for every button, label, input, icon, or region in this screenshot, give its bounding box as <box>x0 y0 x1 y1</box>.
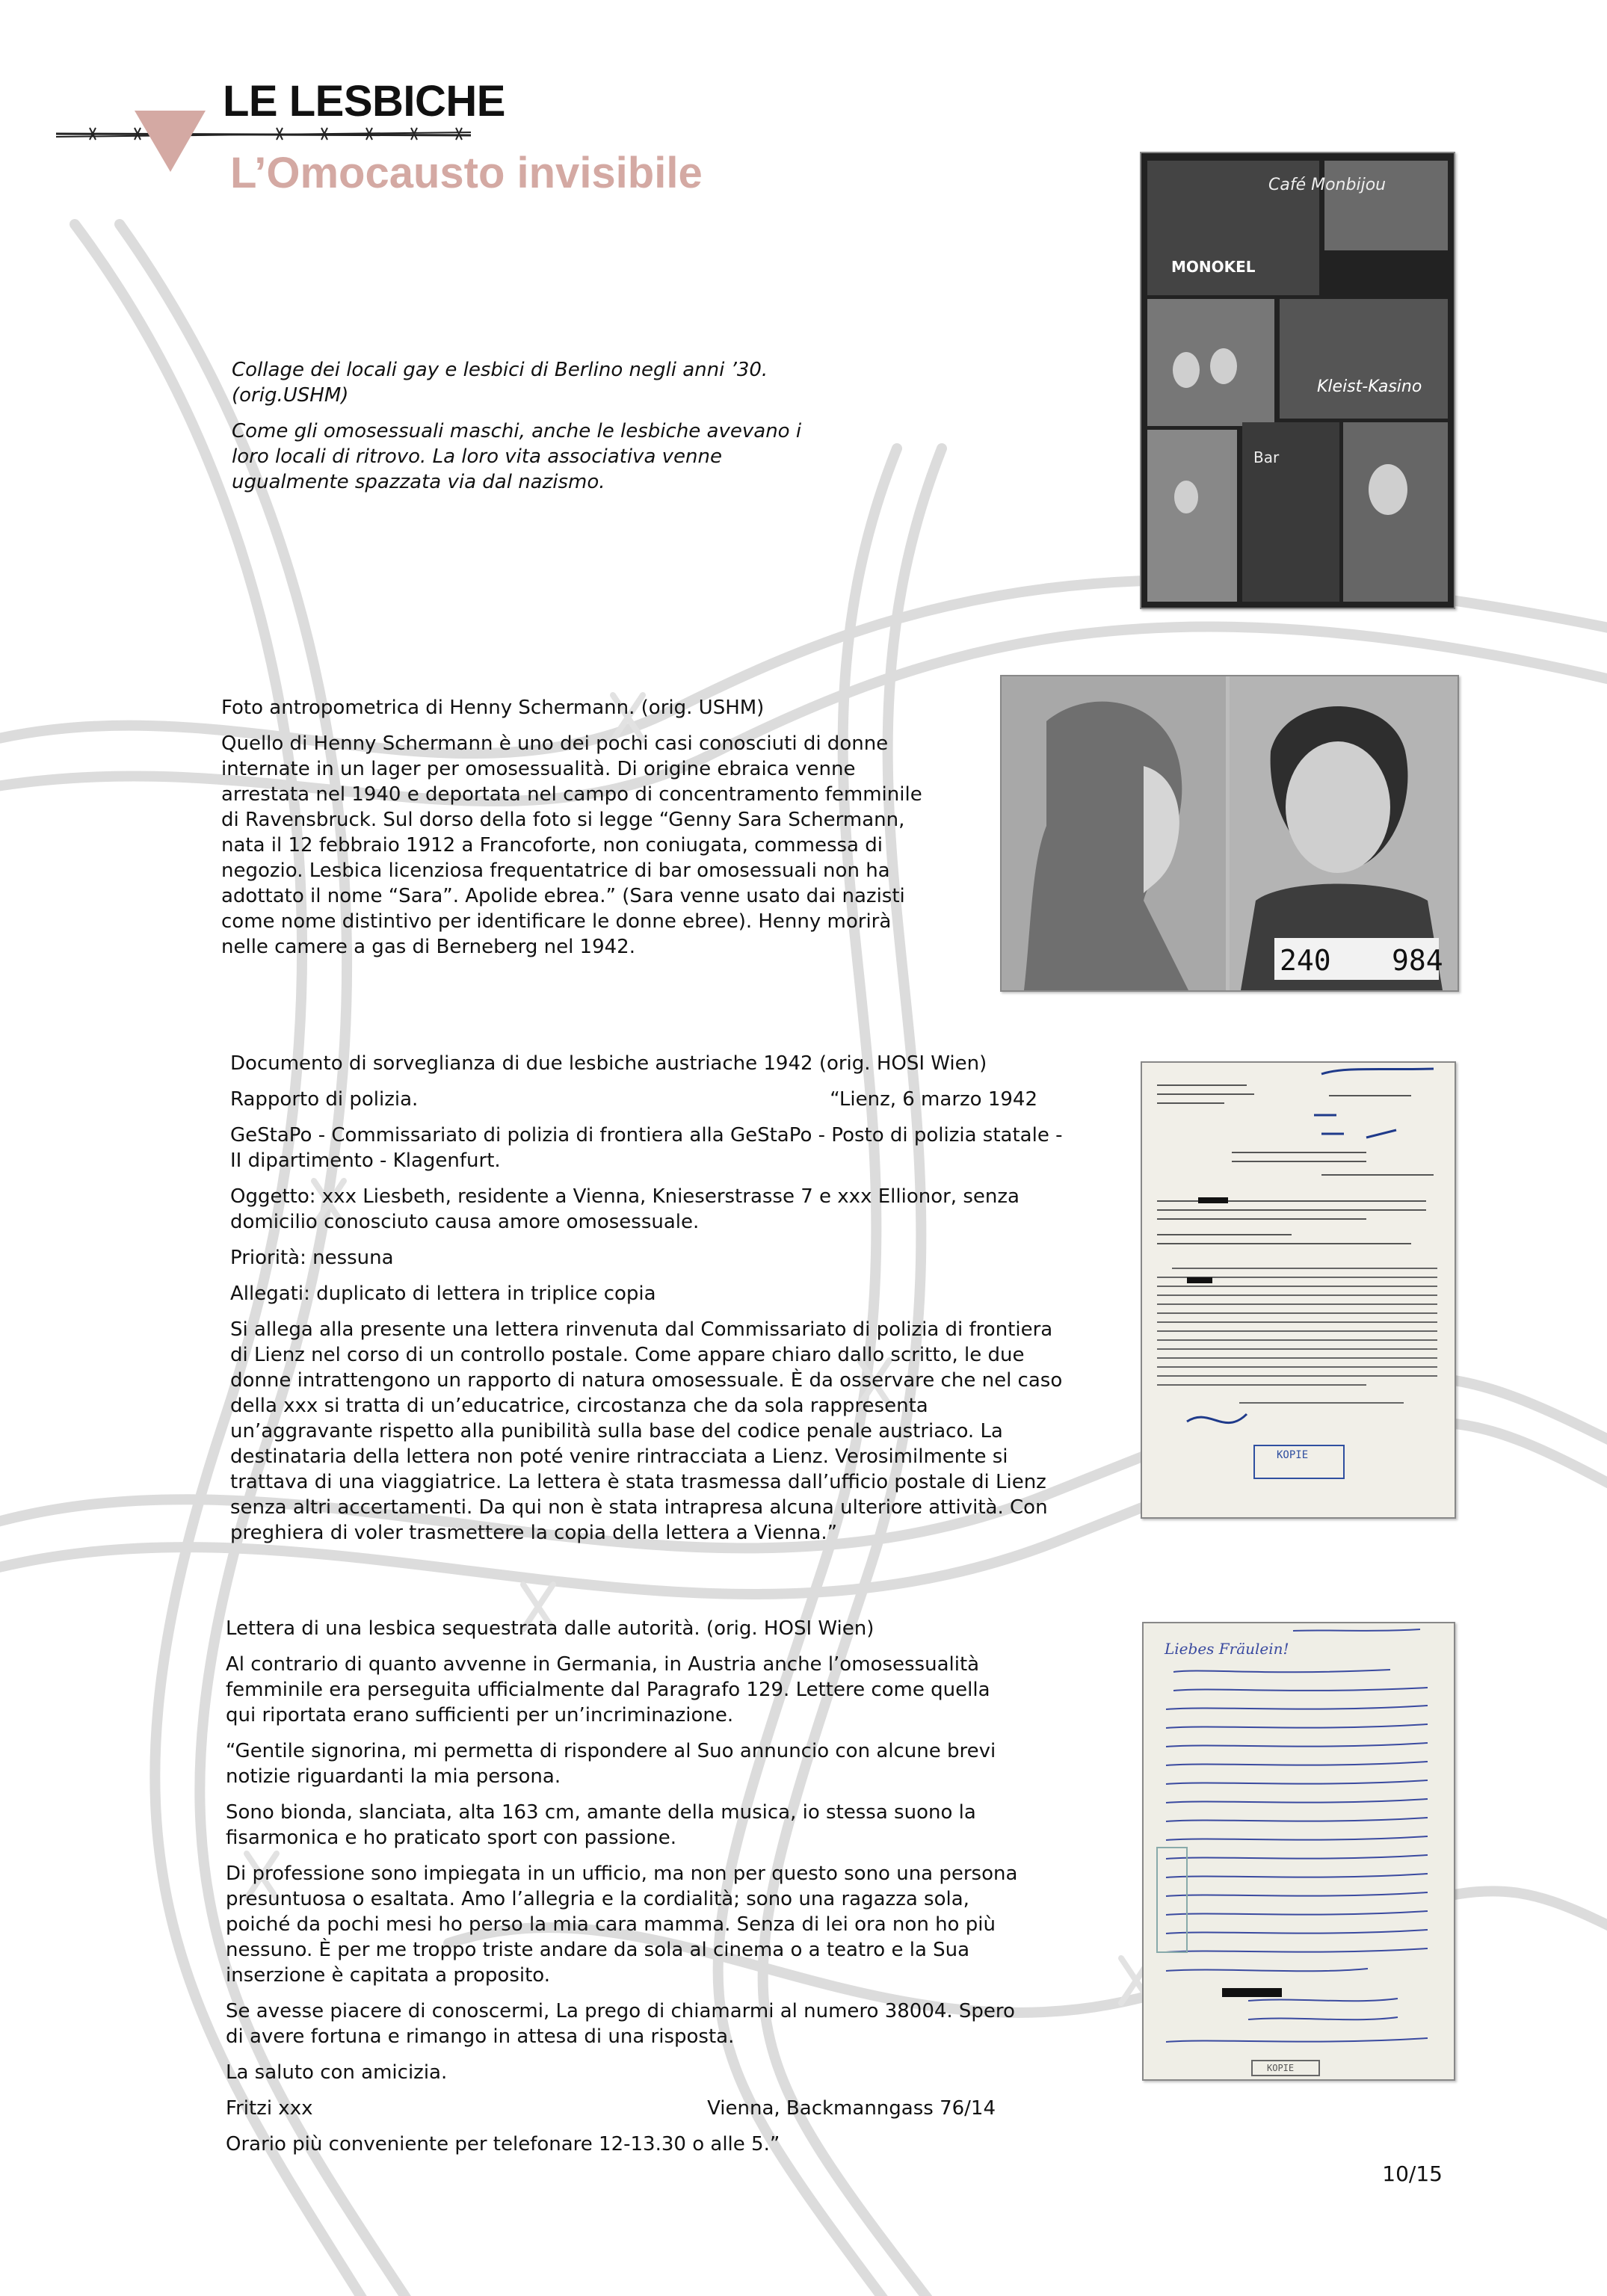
sign-monokel: MONOKEL <box>1171 258 1256 276</box>
mugshot-number-left: 240 <box>1280 944 1331 977</box>
page-number: 10/15 <box>1382 2161 1443 2186</box>
letter-stamp: KOPIE <box>1267 2063 1295 2073</box>
sign-bar: Bar <box>1253 448 1280 466</box>
report-attachments: Allegati: duplicato di lettera in triplice copia <box>230 1283 656 1305</box>
mugshot-number-right: 984 <box>1392 944 1443 977</box>
sign-cafe: Café Monbijou <box>1268 176 1387 194</box>
letter-signature: Fritzi xxx <box>226 2097 313 2120</box>
handwritten-letter-photo <box>1142 1622 1455 2081</box>
section-letter <box>226 1616 1018 2167</box>
report-label: Rapporto di polizia. <box>230 1088 419 1111</box>
document-stamp: KOPIE <box>1277 1449 1309 1461</box>
collage-photo <box>1140 152 1455 609</box>
collage-description: Come gli omosessuali maschi, anche le lesbiche avevano i loro locali di ritrovo. La loro vita associativa venne ugualmente spazzata via dal nazismo. <box>232 420 802 493</box>
schermann-caption: Foto antropometrica di Henny Schermann. (orig. USHM) <box>221 697 765 719</box>
letter-intro: Al contrario di quanto avvenne in Germania, in Austria anche l’omosessualità femminile era perseguita ufficialmente dal Paragrafo 129. Lettere come quella qui riportata erano sufficienti per un’incriminazione. <box>226 1653 990 1726</box>
letter-postscript: Orario più conveniente per telefonare 12-13.30 o alle 5.” <box>226 2133 780 2155</box>
letter-greeting: Liebes Fräulein! <box>1165 1640 1289 1658</box>
pink-triangle-icon <box>135 111 206 172</box>
report-header-row <box>230 1087 1075 1112</box>
report-caption: Documento di sorveglianza di due lesbiche austriache 1942 (orig. HOSI Wien) <box>230 1052 987 1075</box>
section-collage-text <box>232 357 830 505</box>
page-subtitle: L’Omocausto invisibile <box>230 149 703 197</box>
letter-paragraph-1: “Gentile signorina, mi permetta di rispondere al Suo annuncio con alcune brevi notizie riguardanti la mia persona. <box>226 1740 996 1788</box>
letter-paragraph-3: Di professione sono impiegata in un ufficio, ma non per questo sono una persona presuntuosa o esaltata. Amo l’allegria e la cordialità; sono una ragazza sola, poiché da pochi mesi ho perso la mia cara mamma. Senza di lei ora non ho più nessuno. È per me troppo triste andare da sola al cinema o a teatro e la Sua inserzione è capitata a proposito. <box>226 1863 1018 1987</box>
report-date: “Lienz, 6 marzo 1942 <box>830 1088 1037 1111</box>
report-priority: Priorità: nessuna <box>230 1247 394 1269</box>
letter-signature-row <box>226 2096 1018 2121</box>
letter-address: Vienna, Backmanngass 76/14 <box>707 2097 996 2120</box>
report-body: Si allega alla presente una lettera rinvenuta dal Commissariato di polizia di frontiera di Lienz nel corso di un controllo postale. Come appare chiaro dallo scritto, le due donne intrattengono un rapporto di natura omosessuale. È da osservare che nel caso della xxx si tratta di un’educatrice, circostanza che da sola rappresenta un’aggravante rispetto alla punibilità sulla base del codice penale austriaco. La destinataria della lettera non poté venire rintracciata a Lienz. Verosimilmente si trattava di una viaggiatrice. La lettera è stata trasmessa dall’ufficio postale di Lienz senza altri accertamenti. Da qui non è stata intrapresa alcuna ulteriore attività. Con preghiera di voler trasmettere la copia della lettera a Vienna.” <box>230 1318 1063 1544</box>
page-title: LE LESBICHE <box>223 77 505 126</box>
schermann-photo <box>1000 675 1459 992</box>
letter-paragraph-2: Sono bionda, slanciata, alta 163 cm, amante della musica, io stessa suono la fisarmonica e ho praticato sport con passione. <box>226 1801 976 1849</box>
report-office: GeStaPo - Commissariato di polizia di frontiera alla GeStaPo - Posto di polizia statale - II dipartimento - Klagenfurt. <box>230 1124 1063 1172</box>
letter-paragraph-5: La saluto con amicizia. <box>226 2061 448 2084</box>
collage-caption: Collage dei locali gay e lesbici di Berlino negli anni ’30. (orig.USHM) <box>232 359 768 407</box>
police-document-photo <box>1141 1061 1456 1519</box>
schermann-description: Quello di Henny Schermann è uno dei pochi casi conosciuti di donne internate in un lager per omosessualità. Di origine ebraica venne arrestata nel 1940 e deportata nel campo di concentramento femminile di Ravensbruck. Sul dorso della foto si legge “Genny Sara Schermann, nata il 12 febbraio 1912 a Francoforte, non coniugata, commessa di negozio. Lesbica licenziosa frequentatrice di bar omosessuali non ha adottato il nome “Sara”. Apolide ebrea.” (Sara venne usato dai nazisti come nome distintivo per identificare le donne ebree). Henny morirà nelle camere a gas di Berneberg nel 1942. <box>221 732 922 958</box>
section-police-report <box>230 1051 1075 1556</box>
report-subject: Oggetto: xxx Liesbeth, residente a Vienna, Knieserstrasse 7 e xxx Ellionor, senza domicilio conosciuto causa amore omosessuale. <box>230 1185 1020 1233</box>
sign-kleist-kasino: Kleist-Kasino <box>1317 377 1422 396</box>
section-schermann-text <box>221 695 939 970</box>
letter-paragraph-4: Se avesse piacere di conoscermi, La prego di chiamarmi al numero 38004. Spero di avere fortuna e rimango in attesa di una risposta. <box>226 2000 1015 2048</box>
letter-caption: Lettera di una lesbica sequestrata dalle autorità. (orig. HOSI Wien) <box>226 1617 875 1640</box>
